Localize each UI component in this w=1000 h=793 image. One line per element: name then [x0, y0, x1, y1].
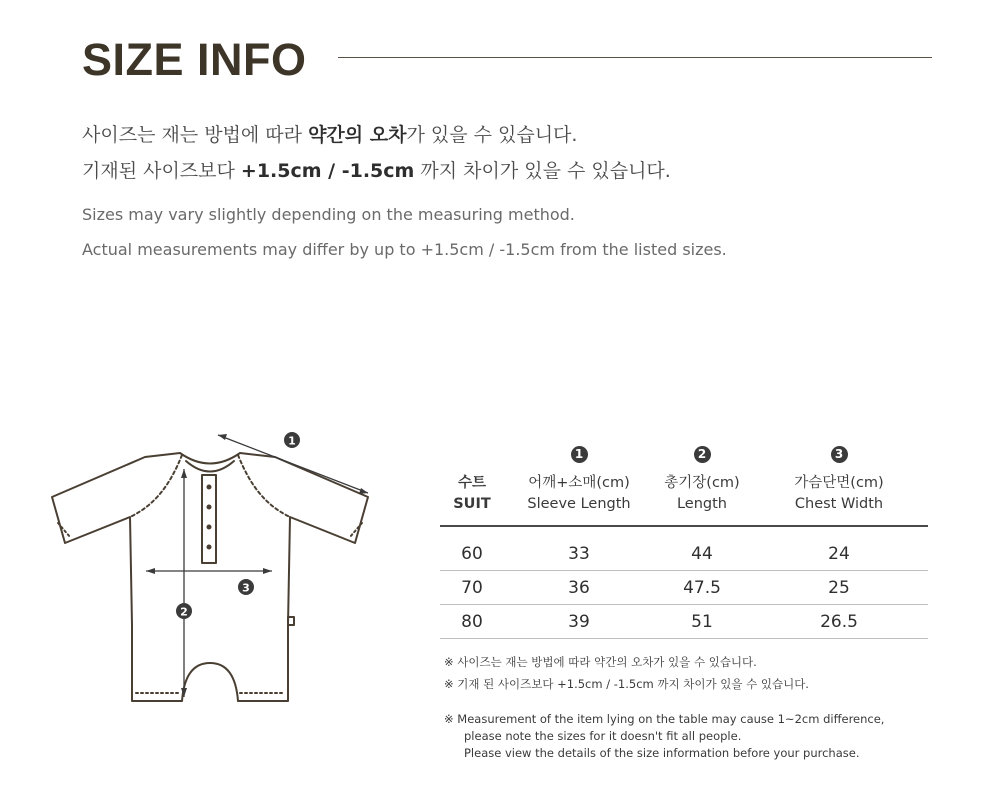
svg-text:3: 3: [242, 581, 250, 595]
column-header-chest: 가슴단면(cm) Chest Width: [794, 475, 884, 512]
note-kr-2: ※ 기재 된 사이즈보다 +1.5cm / -1.5cm 까지 차이가 있을 수 있습니다.: [444, 677, 809, 691]
column-header-suit: 수트 SUIT: [453, 475, 491, 512]
note-en-line2: please note the sizes for it doesn't fit all people.: [464, 729, 742, 743]
page-title: SIZE INFO: [82, 34, 307, 85]
chest-cell: 25: [750, 571, 928, 605]
romper-diagram: [50, 425, 380, 710]
note-en-line3: Please view the details of the size information before your purchase.: [464, 746, 860, 760]
chest-cell: 24: [750, 537, 928, 571]
table-row: [440, 537, 928, 571]
intro-en-line1: Sizes may vary slightly depending on the measuring method.: [82, 205, 575, 224]
header-number-2: 2: [694, 446, 711, 463]
note-en: [444, 711, 884, 762]
table-row: [440, 571, 928, 605]
length-cell: 44: [654, 537, 750, 571]
length-cell: 47.5: [654, 571, 750, 605]
title-divider: [338, 57, 932, 58]
chest-cell: 26.5: [750, 605, 928, 639]
marker-1: [284, 432, 300, 448]
header-number-3: 3: [831, 446, 848, 463]
column-header-length: 총기장(cm) Length: [664, 475, 740, 512]
header-number-1: 1: [571, 446, 588, 463]
note-kr-1: ※ 사이즈는 재는 방법에 따라 약간의 오차가 있을 수 있습니다.: [444, 655, 757, 669]
size-table: [440, 444, 928, 639]
length-cell: 51: [654, 605, 750, 639]
svg-text:1: 1: [288, 434, 296, 448]
sleeve-cell: 39: [504, 605, 654, 639]
svg-text:2: 2: [180, 605, 188, 619]
table-row: [440, 605, 928, 639]
size-cell: 70: [440, 571, 504, 605]
size-cell: 60: [440, 537, 504, 571]
intro-kr-line1: 사이즈는 재는 방법에 따라 약간의 오차가 있을 수 있습니다.: [82, 124, 578, 146]
marker-3: [238, 579, 254, 595]
sleeve-cell: 33: [504, 537, 654, 571]
intro-kr-line2: 기재된 사이즈보다 +1.5cm / -1.5cm 까지 차이가 있을 수 있습니다.: [82, 160, 671, 182]
intro-en-line2: Actual measurements may differ by up to +1.5cm / -1.5cm from the listed sizes.: [82, 240, 727, 259]
marker-2: [176, 603, 192, 619]
sleeve-cell: 36: [504, 571, 654, 605]
header-number-empty: [440, 444, 504, 473]
column-header-sleeve: 어깨+소매(cm) Sleeve Length: [527, 475, 631, 512]
note-en-line1: ※ Measurement of the item lying on the table may cause 1~2cm difference,: [444, 712, 885, 726]
size-cell: 80: [440, 605, 504, 639]
romper-illustration: [50, 425, 380, 710]
